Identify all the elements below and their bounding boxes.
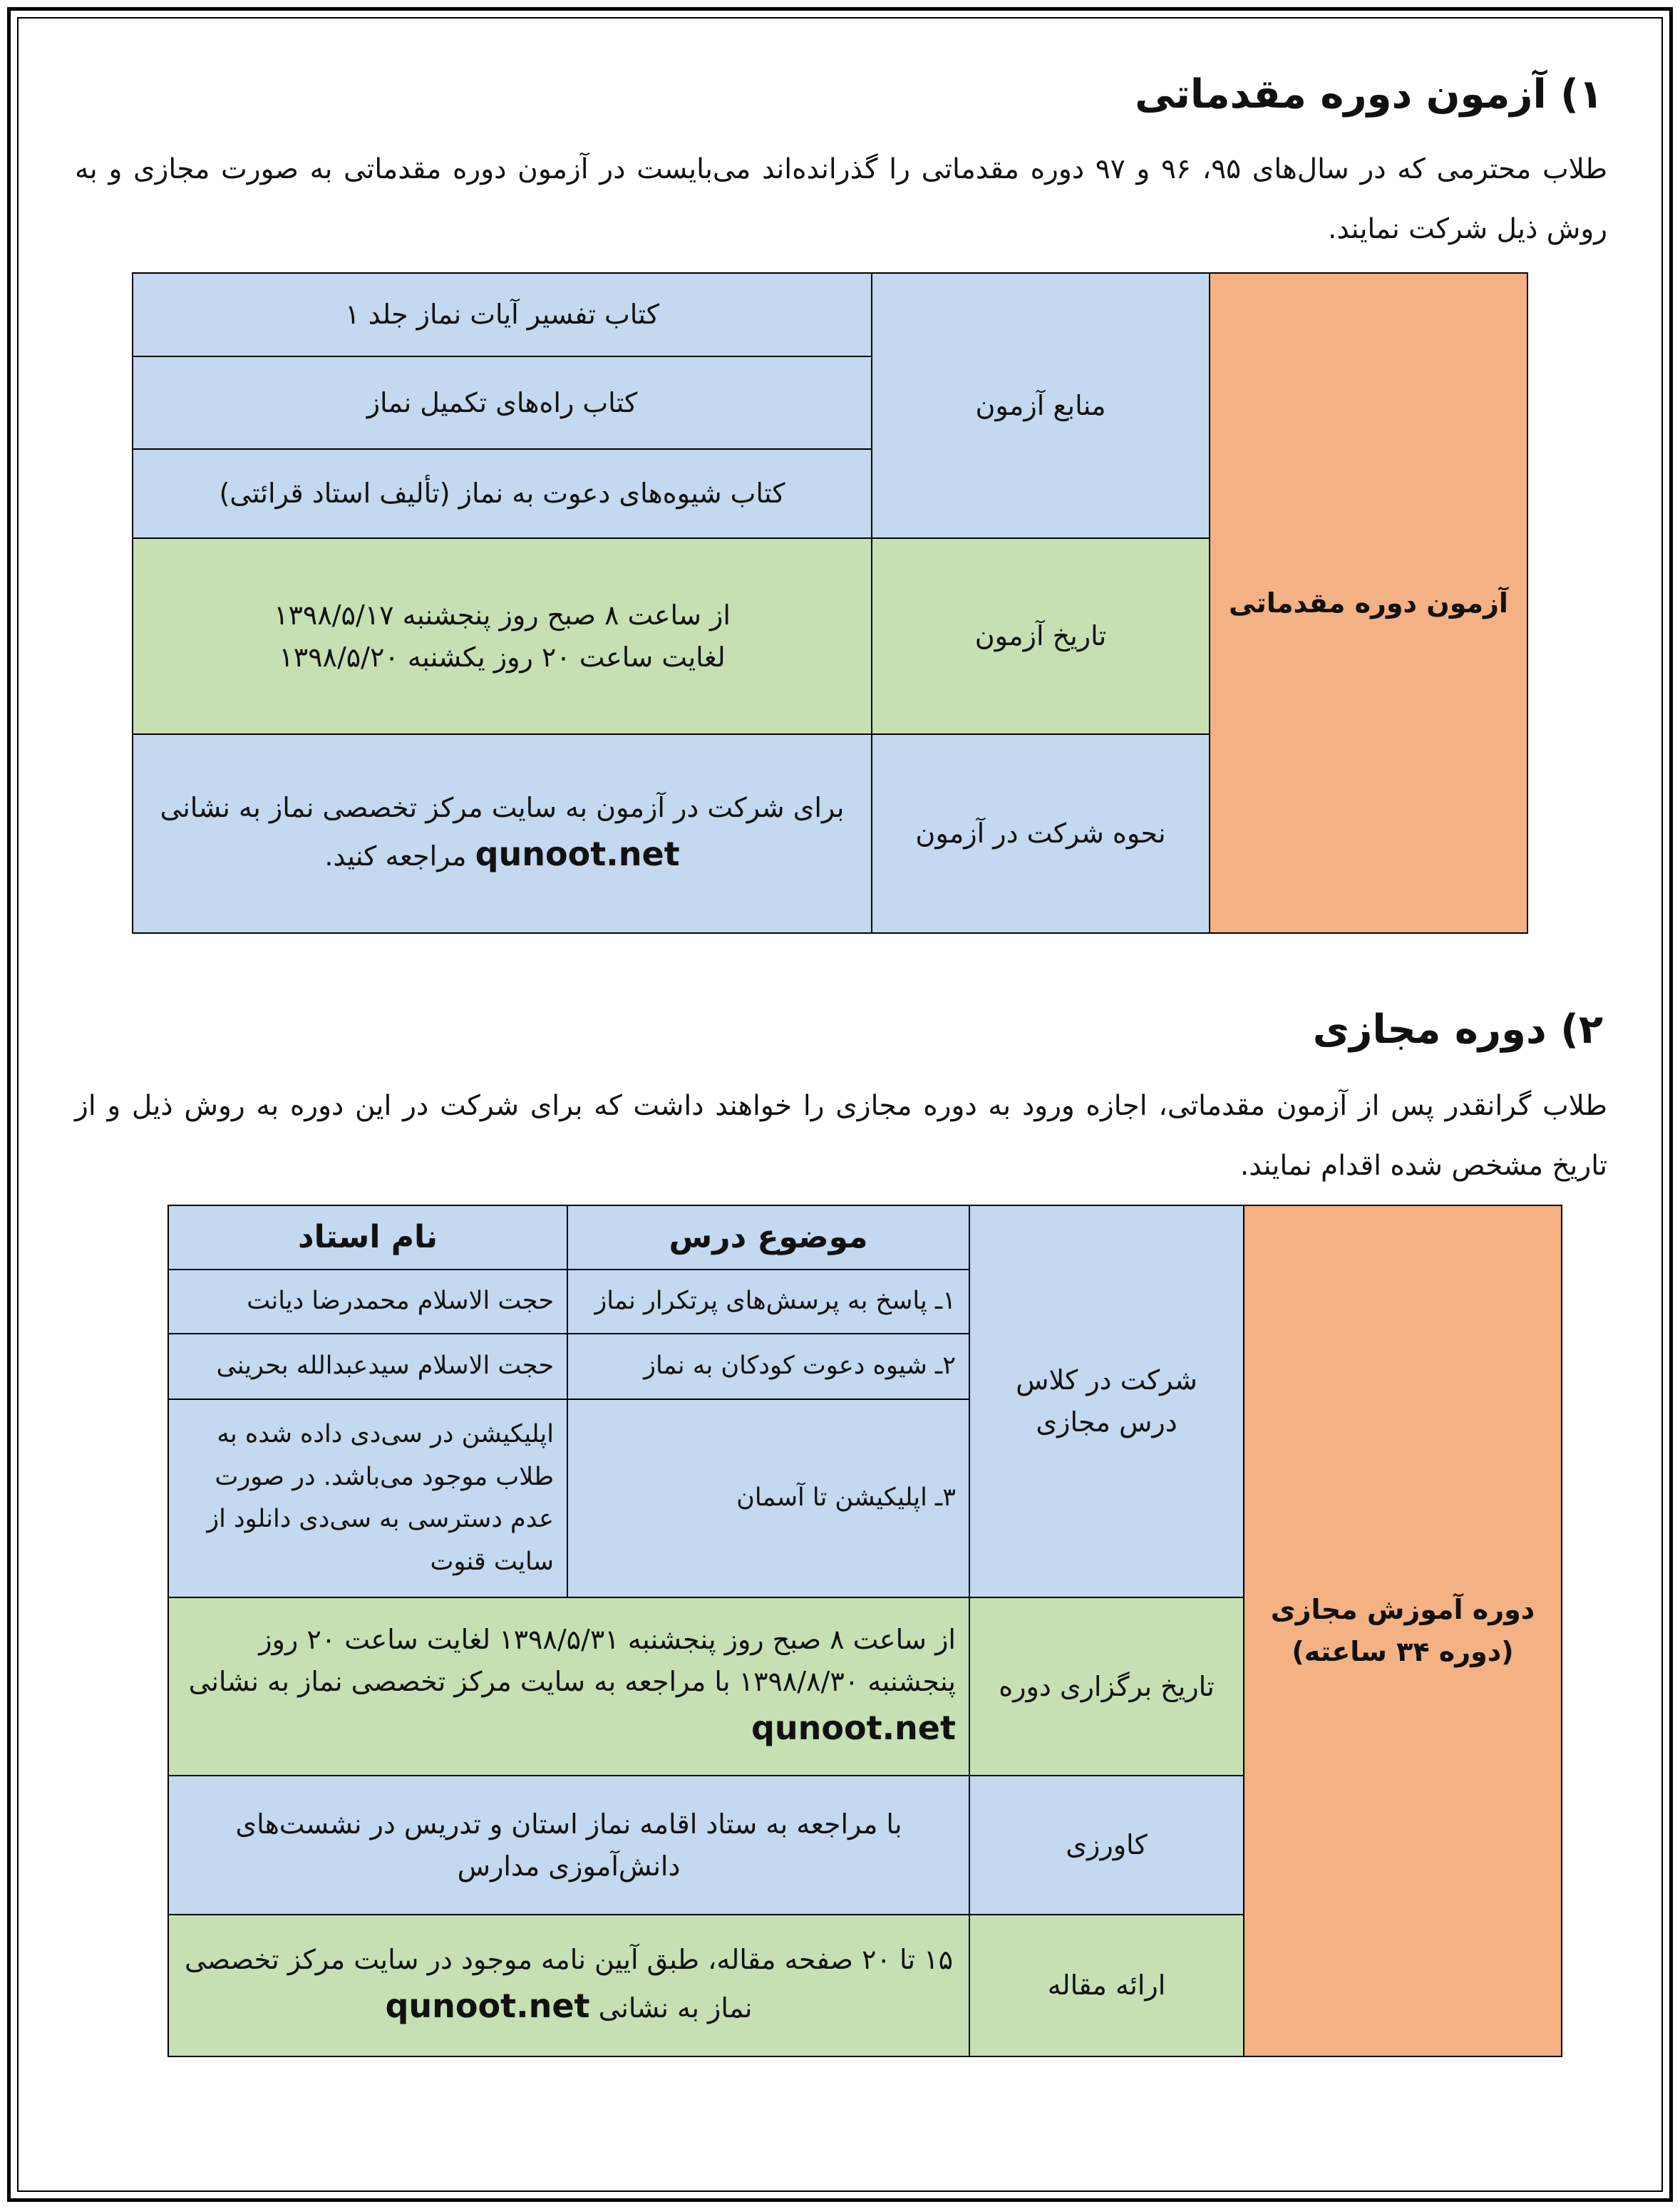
section1-intro: طلاب محترمی که در سال‌های ۹۵، ۹۶ و ۹۷ دوره مقدماتی را گذرانده‌اند می‌بایست در آزمون دوره مقدماتی به صورت مجازی و به روش ذیل شرکت نمایند. (75, 153, 1607, 245)
course-teacher: حجت الاسلام سیدعبدالله بحرینی (168, 1334, 567, 1399)
section2-intro: طلاب گرانقدر پس از آزمون مقدماتی، اجازه ورود به دوره مجازی را خواهند داشت که برای شرکت در این دوره به روش ذیل و از تاریخ مشخص شده اقدام نمایند. (75, 1090, 1607, 1182)
course-teacher: اپلیکیشن در سی‌دی داده شده به طلاب موجود می‌باشد. در صورت عدم دسترسی به سی‌دی دانلود از سایت قنوت (168, 1399, 567, 1597)
exam-source-item: کتاب تفسیر آیات نماز جلد ۱ (133, 273, 872, 356)
exam-site-link[interactable]: qunoot.net (475, 835, 680, 874)
section1-heading: ۱) آزمون دوره مقدماتی (1135, 71, 1603, 118)
article-site-link[interactable]: qunoot.net (385, 1987, 590, 2026)
course-side-line2: (دوره ۳۴ ساعته) (1292, 1636, 1514, 1667)
article-label: ارائه مقاله (969, 1915, 1244, 2056)
course-date-label: تاریخ برگزاری دوره (969, 1597, 1244, 1776)
course-date-value (168, 1597, 969, 1776)
exam-date-line2: لغایت ساعت ۲۰ روز یکشنبه ۱۳۹۸/۵/۲۰ (279, 641, 726, 673)
section2-heading: ۲) دوره مجازی (1312, 1006, 1603, 1053)
course-subject: ۳ـ اپلیکیشن تا آسمان (567, 1399, 969, 1597)
course-class-label (969, 1205, 1244, 1597)
course-site-link[interactable]: qunoot.net (751, 1709, 956, 1748)
exam-method-suffix: مراجعه کنید. (324, 840, 467, 872)
exam-side-label: آزمون دوره مقدماتی (1210, 273, 1527, 933)
exam-date-label: تاریخ آزمون (872, 538, 1210, 734)
exam-method-label: نحوه شرکت در آزمون (872, 734, 1210, 933)
course-subject: ۲ـ شیوه دعوت کودکان به نماز (567, 1334, 969, 1399)
course-side-label (1244, 1205, 1562, 2056)
exam-sources-label: منابع آزمون (872, 273, 1210, 538)
col-teacher-header: نام استاد (168, 1205, 567, 1270)
kavarzi-value: با مراجعه به ستاد اقامه نماز استان و تدریس در نشست‌های دانش‌آموزی مدارس (168, 1776, 969, 1915)
exam-source-item: کتاب راه‌های تکمیل نماز (133, 356, 872, 449)
exam-method-value (133, 734, 872, 933)
exam-method-line1: برای شرکت در آزمون به سایت مرکز تخصصی نماز به نشانی (160, 792, 845, 824)
course-teacher: حجت الاسلام محمدرضا دیانت (168, 1270, 567, 1334)
exam-date-line1: از ساعت ۸ صبح روز پنجشنبه ۱۳۹۸/۵/۱۷ (274, 599, 731, 631)
exam-source-item: کتاب شیوه‌های دعوت به نماز (تألیف استاد قرائتی) (133, 449, 872, 538)
course-table (168, 1205, 1562, 2057)
course-date-text: از ساعت ۸ صبح روز پنجشنبه ۱۳۹۸/۵/۳۱ لغایت ساعت ۲۰ روز پنجشنبه ۱۳۹۸/۸/۳۰ با مراجعه به سایت مرکز تخصصی نماز به نشانی (188, 1624, 956, 1698)
exam-method-line2 (146, 829, 858, 880)
exam-table (132, 272, 1528, 934)
col-subject-header: موضوع درس (567, 1205, 969, 1270)
kavarzi-label: کاورزی (969, 1776, 1244, 1915)
article-value (168, 1915, 969, 2056)
article-text: ۱۵ تا ۲۰ صفحه مقاله، طبق آیین نامه موجود در سایت مرکز تخصصی نماز به نشانی (184, 1944, 953, 2024)
course-class-line2: درس مجازی (1036, 1406, 1177, 1438)
exam-date-value (133, 538, 872, 734)
course-side-line1: دوره آموزش مجازی (1270, 1594, 1535, 1626)
course-class-line1: شرکت در کلاس (1016, 1364, 1197, 1396)
course-subject: ۱ـ پاسخ به پرسش‌های پرتکرار نماز (567, 1270, 969, 1334)
